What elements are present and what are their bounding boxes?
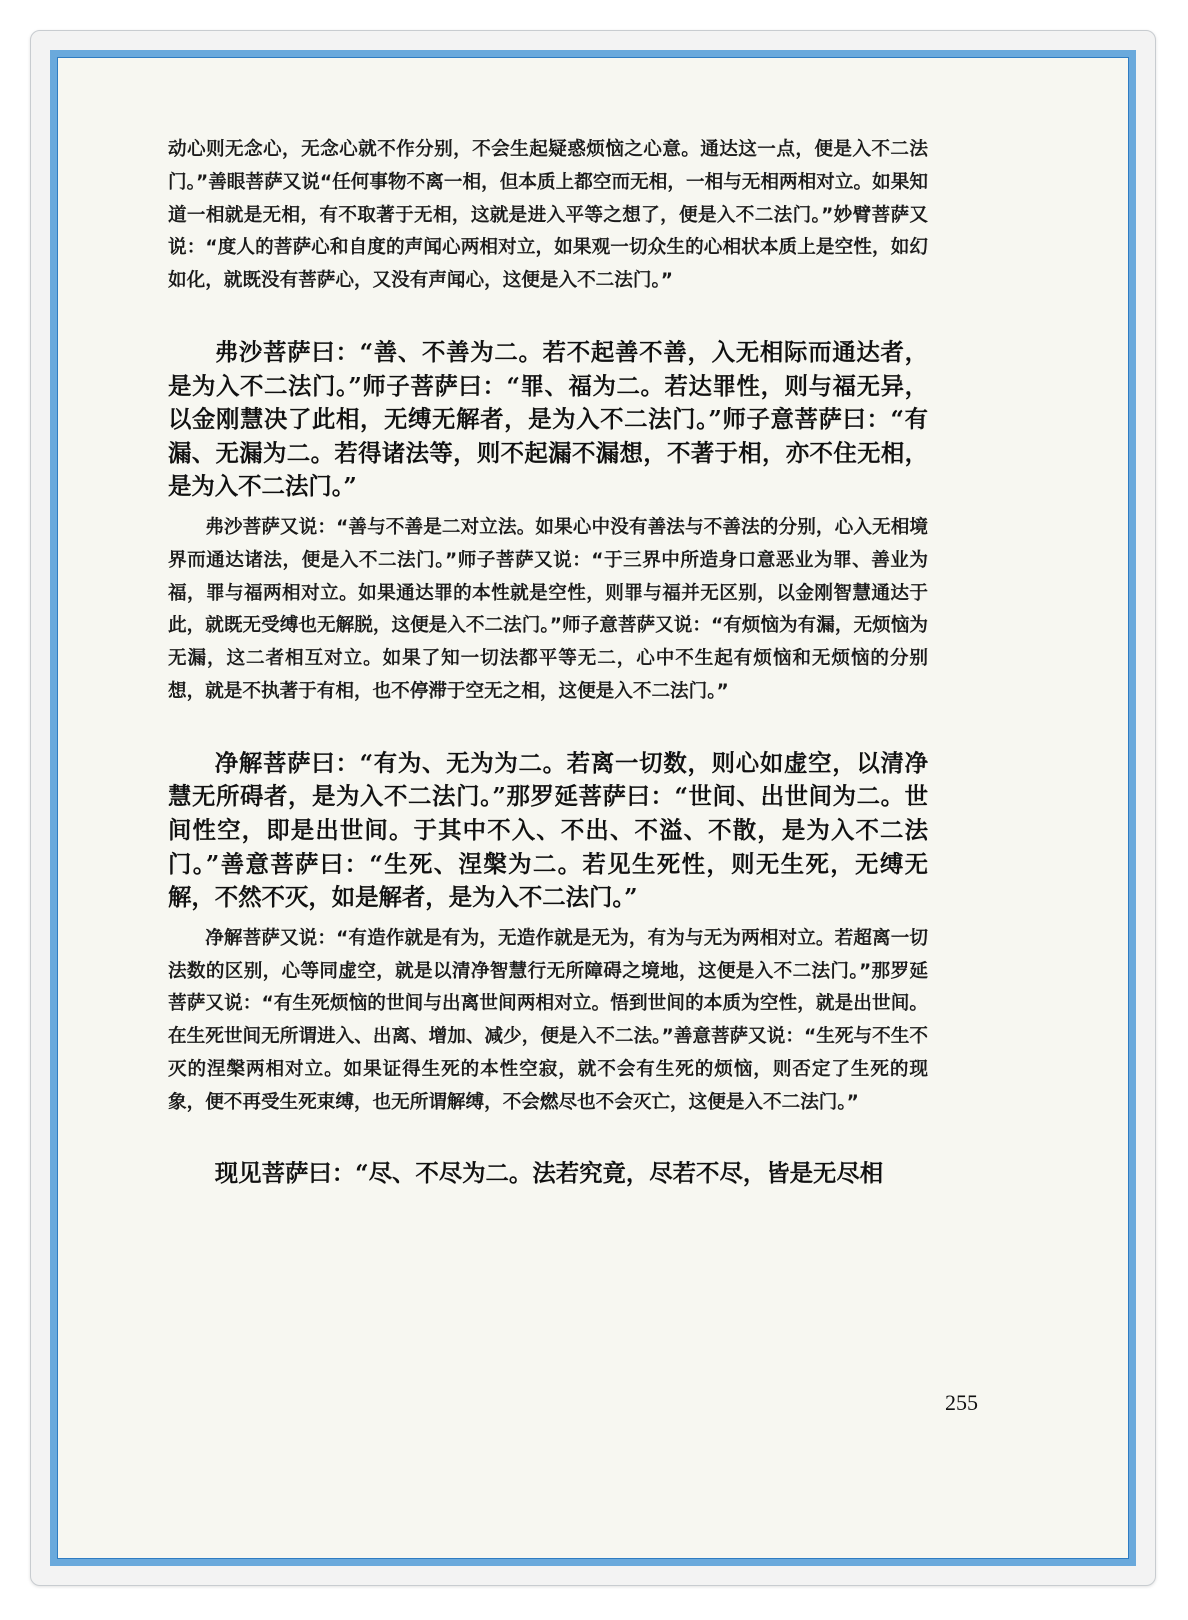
spacer	[168, 915, 928, 923]
sutra-paragraph-1: 弗沙菩萨曰：“善、不善为二。若不起善不善，入无相际而通达者，是为入不二法门。”师子菩萨曰：“罪、福为二。若达罪性，则与福无异，以金刚慧决了此相，无缚无解者，是为入不二法门。”师子意菩萨曰：“有漏、无漏为二。若得诸法等，则不起漏不漏想，不著于相，亦不住无相，是为入不二法门。”	[168, 337, 928, 501]
spacer	[168, 1119, 928, 1157]
page-number: 255	[945, 1390, 978, 1415]
spacer	[168, 298, 928, 336]
commentary-paragraph-2: 弗沙菩萨又说：“善与不善是二对立法。如果心中没有善法与不善法的分别，心入无相境界而通达诸法，便是入不二法门。”师子菩萨又说：“于三界中所造身口意恶业为罪、善业为福，罪与福两相对立。如果通达罪的本性就是空性，则罪与福并无区别，以金刚智慧通达于此，就既无受缚也无解脱，这便是入不二法门。”师子意菩萨又说：“有烦恼为有漏，无烦恼为无漏，这二者相互对立。如果了知一切法都平等无二，心中不生起有烦恼和无烦恼的分别想，就是不执著于有相，也不停滞于空无之相，这便是入不二法门。”	[168, 516, 928, 702]
sutra-paragraph-2: 净解菩萨曰：“有为、无为为二。若离一切数，则心如虚空，以清净慧无所碍者，是为入不二法门。”那罗延菩萨曰：“世间、出世间为二。世间性空，即是出世间。于其中不入、不出、不溢、不散，是为入不二法门。”善意菩萨曰：“生死、涅槃为二。若见生死性，则无生死，无缚无解，不然不灭，如是解者，是为入不二法门。”	[168, 748, 928, 912]
commentary-paragraph-1: 动心则无念心，无念心就不作分别，不会生起疑惑烦恼之心意。通达这一点，便是入不二法门。”善眼菩萨又说“任何事物不离一相，但本质上都空而无相，一相与无相两相对立。如果知道一相就是无相，有不取著于无相，这就是进入平等之想了，便是入不二法门。”妙臂菩萨又说：“度人的菩萨心和自度的声闻心两相对立，如果观一切众生的心相状本质上是空性，如幻如化，就既没有菩萨心，又没有声闻心，这便是入不二法门。”	[168, 139, 928, 292]
spacer	[168, 709, 928, 747]
sutra-paragraph-3: 现见菩萨曰：“尽、不尽为二。法若究竟，尽若不尽，皆是无尽相	[214, 1159, 884, 1188]
page-content	[168, 134, 928, 1191]
spacer	[168, 504, 928, 512]
commentary-paragraph-3: 净解菩萨又说：“有造作就是有为，无造作就是无为，有为与无为两相对立。若超离一切法数的区别，心等同虚空，就是以清净智慧行无所障碍之境地，这便是入不二法门。”那罗延菩萨又说：“有生死烦恼的世间与出离世间两相对立。悟到世间的本质为空性，就是出世间。在生死世间无所谓进入、出离、增加、减少，便是入不二法。”善意菩萨又说：“生死与不生不灭的涅槃两相对立。如果证得生死的本性空寂，就不会有生死的烦恼，则否定了生死的现象，便不再受生死束缚，也无所谓解缚，不会燃尽也不会灭亡，这便是入不二法门。”	[168, 927, 928, 1113]
